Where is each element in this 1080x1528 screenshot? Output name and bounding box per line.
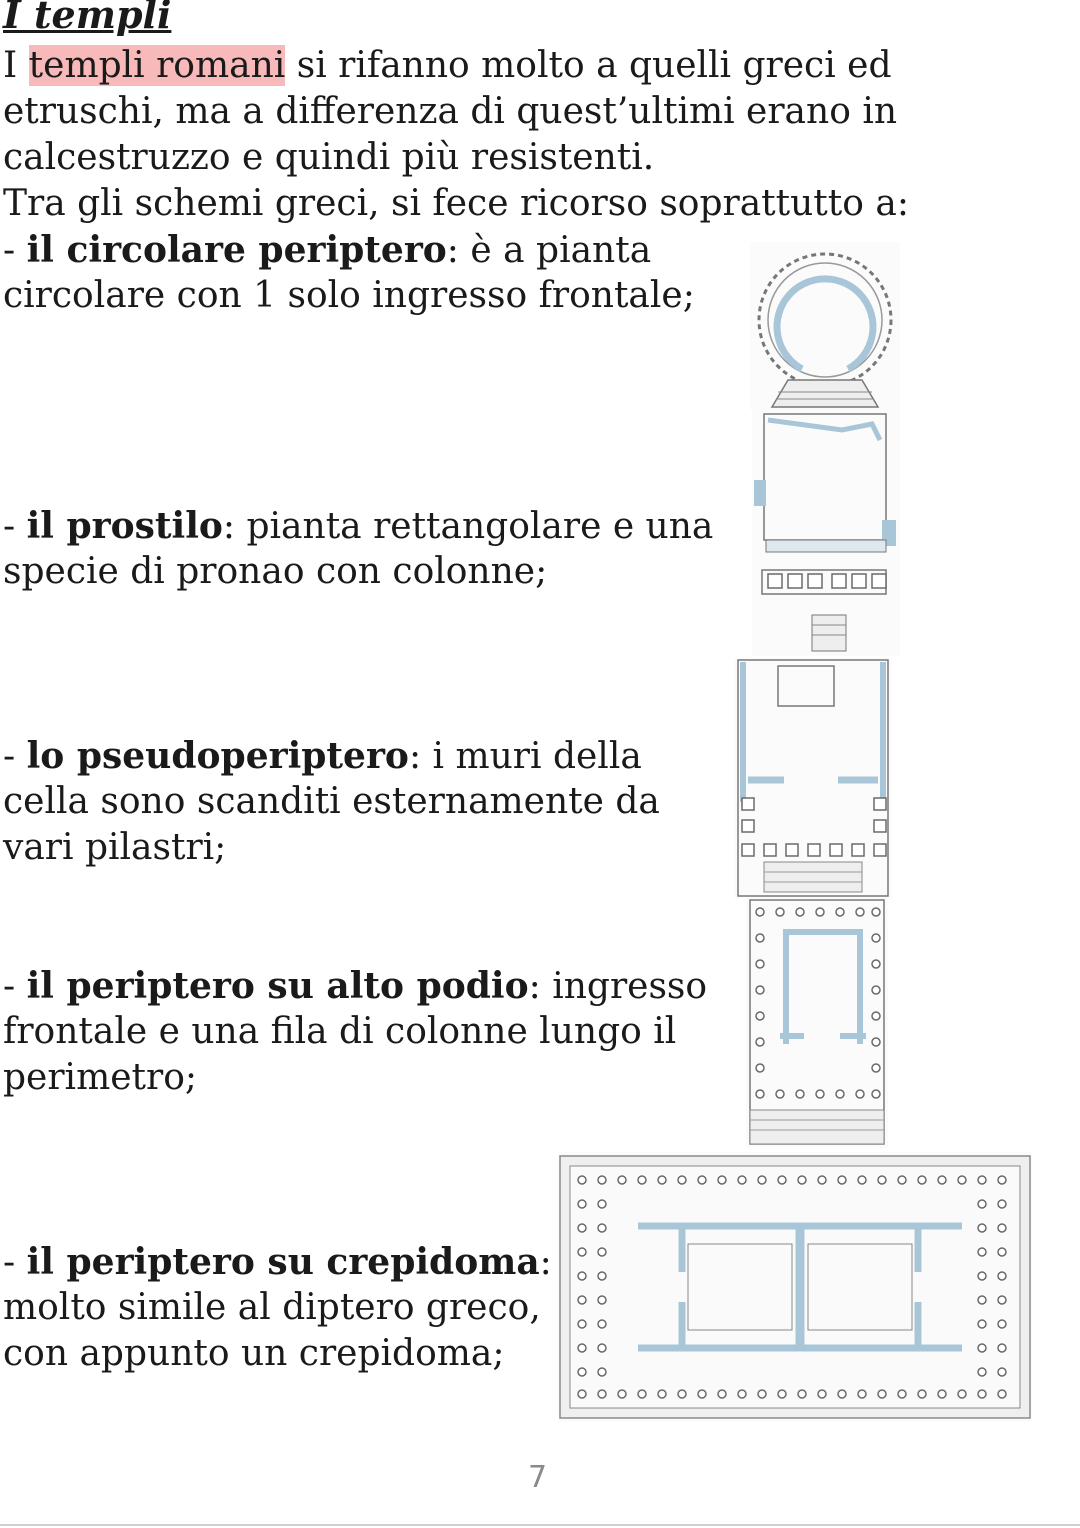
plan-pseudoperiptero-image xyxy=(734,658,892,898)
term: il prostilo xyxy=(26,505,223,547)
item-line: cella sono scanditi esternamente da xyxy=(3,781,660,822)
bottom-divider xyxy=(0,1524,1080,1526)
intro-line-3: calcestruzzo e quindi più resistenti. xyxy=(3,137,655,178)
item-periptero-crepidoma: - il periptero su crepidoma: xyxy=(3,1241,552,1283)
plan-periptero-alto-podio-image xyxy=(746,898,888,1148)
term: il periptero su crepidoma xyxy=(26,1241,540,1283)
item-circolare-periptero: - il circolare periptero: è a pianta xyxy=(3,229,652,271)
plan-circolare-periptero-image xyxy=(750,242,900,410)
item-pseudoperiptero: - lo pseudoperiptero: i muri della xyxy=(3,735,642,777)
item-line: vari pilastri; xyxy=(3,827,227,868)
item-prostilo: - il prostilo: pianta rettangolare e una xyxy=(3,505,714,547)
plan-prostilo-image xyxy=(752,410,900,656)
item-line: frontale e una fila di colonne lungo il xyxy=(3,1011,677,1052)
intro-line-4: Tra gli schemi greci, si fece ricorso soprattutto a: xyxy=(3,183,909,224)
item-line: specie di pronao con colonne; xyxy=(3,551,548,592)
item-line: molto simile al diptero greco, xyxy=(3,1287,541,1328)
item-periptero-alto-podio: - il periptero su alto podio: ingresso xyxy=(3,965,708,1007)
page-number: 7 xyxy=(528,1460,548,1495)
intro-line-2: etruschi, ma a differenza di quest’ultimi erano in xyxy=(3,91,898,132)
item-line: con appunto un crepidoma; xyxy=(3,1333,505,1374)
page-title: I templi xyxy=(3,0,172,37)
term: lo pseudoperiptero xyxy=(26,735,409,777)
term: il periptero su alto podio xyxy=(26,965,529,1007)
item-line: circolare con 1 solo ingresso frontale; xyxy=(3,275,695,316)
term: il circolare periptero xyxy=(26,229,447,271)
plan-periptero-crepidoma-image xyxy=(558,1152,1032,1422)
item-line: perimetro; xyxy=(3,1057,197,1098)
highlighted-term: templi romani xyxy=(28,45,286,86)
intro-line-1: I templi romani si rifanno molto a quelli greci ed xyxy=(3,45,892,86)
